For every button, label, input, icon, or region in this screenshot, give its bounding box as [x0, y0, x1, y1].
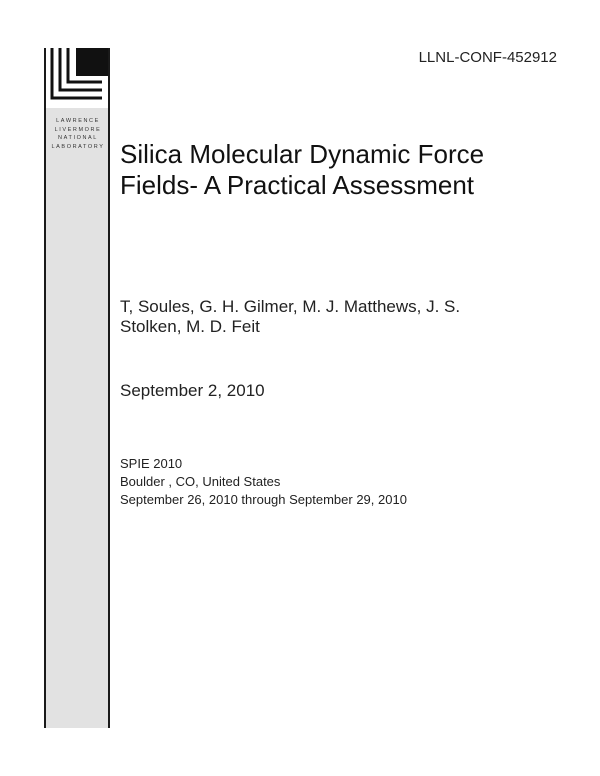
lab-name-line: LAWRENCE — [56, 118, 100, 124]
sidebar-rule-right — [108, 48, 110, 728]
publication-date: September 2, 2010 — [120, 381, 265, 400]
sidebar-rule-left — [44, 48, 46, 728]
authors-line: T, Soules, G. H. Gilmer, M. J. Matthews, J. S. — [120, 297, 461, 316]
authors — [120, 297, 580, 337]
llnl-logo — [46, 48, 108, 108]
authors-line: Stolken, M. D. Feit — [120, 317, 260, 336]
conference-location: Boulder , CO, United States — [120, 474, 281, 489]
lab-name-line: LABORATORY — [51, 143, 105, 150]
title-line: Silica Molecular Dynamic Force — [120, 139, 485, 169]
document-title — [120, 139, 580, 201]
report-id: LLNL-CONF-452912 — [418, 49, 557, 66]
lab-name-line: LIVERMORE — [54, 126, 102, 133]
conference-info — [120, 455, 407, 509]
conference-name: SPIE 2010 — [120, 456, 183, 471]
title-line: Fields- A Practical Assessment — [120, 170, 475, 200]
lab-name-line: NATIONAL — [58, 135, 98, 141]
lab-name — [48, 117, 108, 151]
conference-dates: September 26, 2010 through September 29, 2010 — [120, 492, 407, 507]
